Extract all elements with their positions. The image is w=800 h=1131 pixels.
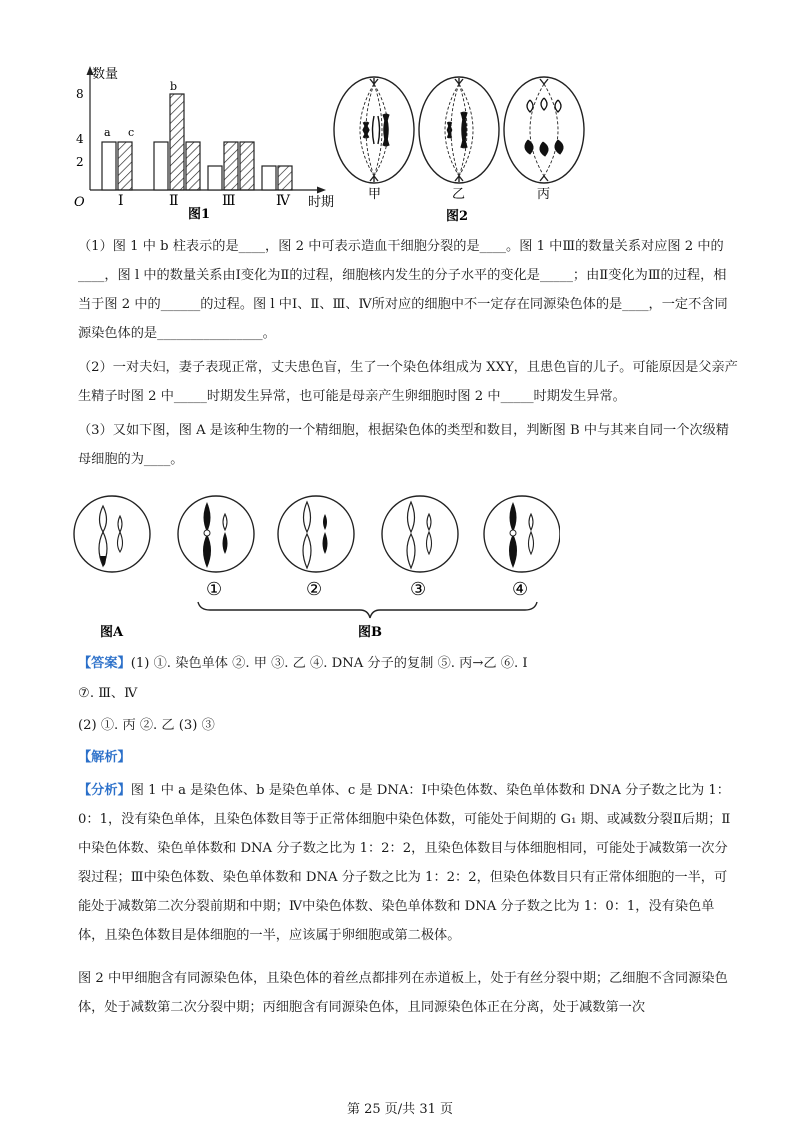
cell-a [74,496,150,572]
cell-b3 [382,496,458,572]
figure-ab-cells [70,490,560,640]
bar-label-b: b [170,80,178,93]
label-fig-b: 图B [358,625,382,640]
cell-b2 [278,496,354,572]
cell-jia [334,77,414,183]
bar-b-2 [170,94,184,190]
answer-line-3: (2) ①. 丙 ②. 乙 (3) ③ [78,718,215,733]
y-tick-2: 2 [76,155,84,169]
cell-number-2: ② [306,579,323,600]
cell-number-3: ③ [410,579,427,600]
x-tick-3: Ⅲ [222,193,236,209]
y-tick-8: 8 [76,87,84,101]
bar-c-3 [240,142,254,190]
brace-b [198,602,537,618]
cell-yi [419,77,499,183]
cell-b4 [484,496,560,572]
bar-c-2 [186,142,200,190]
question-3: （3）又如下图，图 A 是该种生物的一个精细胞，根据染色体的类型和数目，判断图 B 中与其来自同一个次级精母细胞的为____。 [78,423,729,467]
analysis-text-1: 图 1 中 a 是染色体、b 是染色单体、c 是 DNA：Ⅰ中染色体数、染色单体数和 DNA 分子数之比为 1：0：1，没有染色单体，且染色体数目等于正常体细胞中染色体数，可能处于间期的 G₁ 期、或减数分裂Ⅱ后期；Ⅱ中染色体数、染色单体数和 DNA 分子数之比为 1：2：2，且染色体数目与体细胞相同，可能处于减数第一次分裂过程；Ⅲ中染色体数、染色单体数和 DNA 分子数之比为 1：2：2，但染色体数目只有正常体细胞的一半，可能处于减数第二次分裂前期和中期；Ⅳ中染色体数、染色单体数和 DNA 分子数之比为 1：0：1，没有染色单体，且染色体数目是体细胞的一半，应该属于卵细胞或第二极体。 [78,783,731,943]
figure-2-caption: 图2 [446,209,469,224]
cell-number-1: ① [206,579,223,600]
analysis-paragraph-2: 图 2 中甲细胞含有同源染色体，且染色体的着丝点都排列在赤道板上，处于有丝分裂中期；乙细胞不含同源染色体，处于减数第二次分裂中期；丙细胞含有同源染色体，且同源染色体正在分离，处于减数第一次 [78,971,728,1015]
page-footer: 第 25 页/共 31 页 [347,1102,453,1117]
analysis-tag: 【解析】 [78,750,131,765]
bar-c-1 [118,142,132,190]
cell-label-yi: 乙 [452,187,466,202]
figure-1-caption: 图1 [188,207,211,222]
question-2: （2）一对夫妇，妻子表现正常，丈夫患色盲，生了一个染色体组成为 XXY，且患色盲的儿子。可能原因是父亲产生精子时图 2 中_____时期发生异常，也可能是母亲产生卵细胞时图 2 中_____时期发生异常。 [78,360,738,404]
bars [102,94,292,190]
question-1: （1）图 1 中 b 柱表示的是____，图 2 中可表示造血干细胞分裂的是____。图 1 中Ⅲ的数量关系对应图 2 中的____，图 l 中的数量关系由Ⅰ变化为Ⅱ的过程，细胞核内发生的分子水平的变化是_____；由Ⅱ变化为Ⅲ的过程，相当于图 2 中的______的过程。图 l 中Ⅰ、Ⅱ、Ⅲ、Ⅳ所对应的细胞中不一定存在同源染色体的是____，一定不含同源染色体的是________________。 [78,239,728,341]
bar-a-3 [208,166,222,190]
x-tick-4: Ⅳ [276,193,290,209]
origin-label: O [74,195,85,210]
answer-tag: 【答案】 [78,656,131,671]
cell-label-jia: 甲 [368,187,382,202]
x-tick-1: Ⅰ [118,193,124,209]
figure-2-cells [330,70,590,230]
bar-labels [104,80,177,139]
x-axis-label: 时期 [308,195,335,210]
bar-c-4 [278,166,292,190]
label-fig-a: 图A [100,625,124,640]
y-axis-label: 数量 [92,67,119,82]
answer-text-1: (1) ①. 染色单体 ②. 甲 ③. 乙 ④. DNA 分子的复制 ⑤. 丙→乙 ⑥. Ⅰ [130,656,528,671]
bar-b-3 [224,142,238,190]
bar-a-1 [102,142,116,190]
bar-label-a: a [104,126,111,139]
cell-number-4: ④ [512,579,529,600]
bar-a-2 [154,142,168,190]
cell-bing [504,77,584,183]
cell-b1 [178,496,254,572]
bar-a-4 [262,166,276,190]
x-tick-2: Ⅱ [169,193,179,209]
answer-line-1 [78,654,528,674]
y-tick-4: 4 [76,132,84,146]
analysis-fenxi-tag: 【分析】 [78,783,131,798]
answer-line-2: ⑦. Ⅲ、Ⅳ [78,686,138,701]
bar-label-c: c [128,126,135,139]
figure-1-bar-chart [70,62,340,222]
analysis-paragraph-1 [78,776,738,950]
cell-label-bing: 丙 [537,187,551,202]
